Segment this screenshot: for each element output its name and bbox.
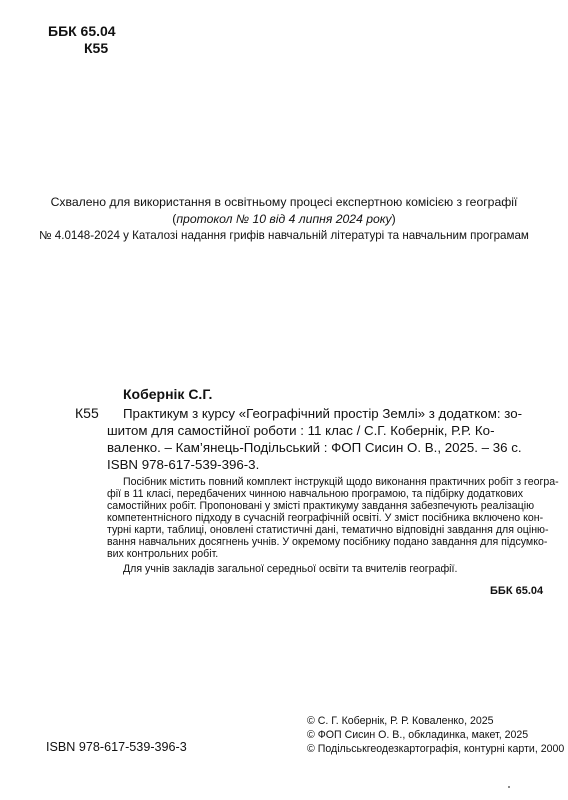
catalog-author: Кобернік С.Г. [123,386,213,402]
approval-protocol: протокол № 10 від 4 липня 2024 року [176,212,392,226]
annotation-line: Посібник містить повний комплект інструкцій щодо виконання практичних робіт з геогра- [123,476,559,488]
description-line: валенко. – Кам’янець-Подільський : ФОП Сисин О. В., 2025. – 36 с. [107,440,522,455]
copyright-line: © ФОП Сисин О. В., обкладинка, макет, 2025 [307,729,529,741]
scan-speck [508,786,510,788]
copyright-line: © С. Г. Кобернік, Р. Р. Коваленко, 2025 [307,715,494,727]
annotation-line: компетентнісного підходу в сучасній географічній освіті. У зміст посібника включено кон- [107,512,544,524]
annotation-line: вих контрольних робіт. [107,548,219,560]
approval-line-3: № 4.0148-2024 у Каталозі надання грифів навчальній літературі та навчальним програмам [39,229,529,242]
annotation-line: турні карти, таблиці, оновлені статистичні дані, тематично відповідні завдання для оціню- [107,524,549,536]
description-line: шитом для самостійної роботи : 11 клас / С.Г. Кобернік, Р.Р. Ко- [107,423,495,438]
approval-line-2 [0,211,568,227]
bbk-code-bottom: ББК 65.04 [490,585,544,597]
catalog-code: К55 [75,405,99,421]
annotation-line: самостійних робіт. Пропоновані у змісті практикуму завдання забезпечують реалізацію [107,500,535,512]
audience-note: Для учнів закладів загальної середньої освіти та вчителів географії. [123,563,458,575]
annotation-line: фії в 11 класі, передбачених чинною навчальною програмою, та підбірку додаткових [107,488,523,500]
bbk-code: ББК 65.04 [48,23,116,39]
copyright-line: © Подільськгеодезкартографія, контурні карти, 2000 [307,743,565,755]
approval-paren-open: ( [172,212,177,226]
isbn: ISBN 978-617-539-396-3 [46,740,187,754]
author-mark: К55 [84,40,109,56]
description-line: Практикум з курсу «Географічний простір Землі» з додатком: зо- [123,406,523,421]
annotation-line: вання навчальних досягнень учнів. У окремому посібнику подано завдання для підсумко- [107,536,548,548]
approval-paren-close: ) [391,212,396,226]
approval-line-1: Схвалено для використання в освітньому процесі експертною комісією з географії [50,195,518,209]
description-line: ISBN 978-617-539-396-3. [107,457,260,472]
